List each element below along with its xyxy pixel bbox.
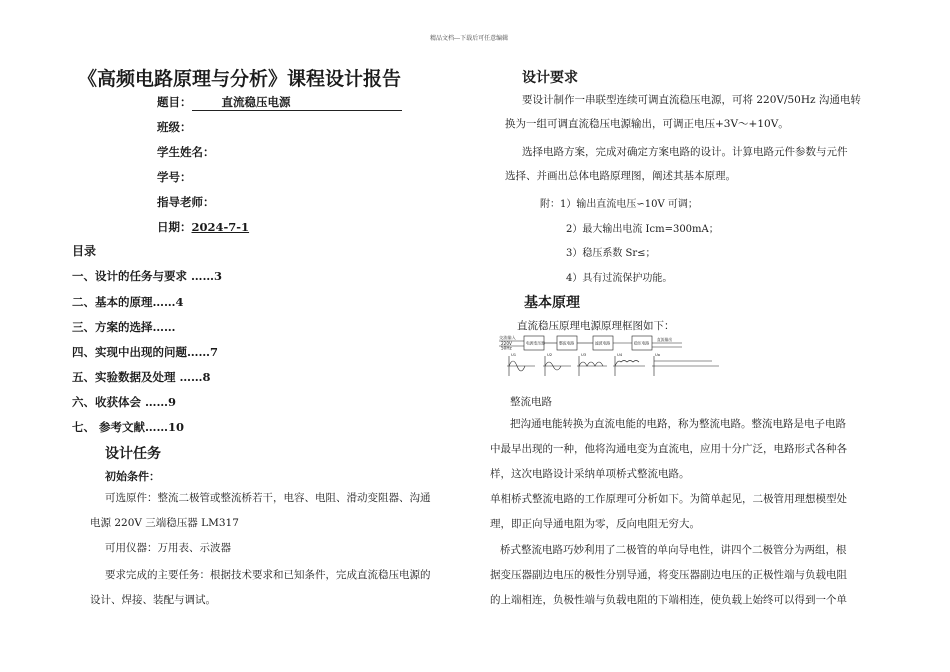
subject-field [157, 94, 402, 111]
signal-u3: U3 [581, 352, 587, 357]
header-note: 精品文档---下载后可任意编辑 [430, 35, 509, 42]
rectifier-paragraph: 理，即正向导通电阻为零，反向电阻无穷大。 [490, 518, 700, 530]
toc-item: 六、收获体会 ……9 [72, 395, 177, 409]
block-transformer: 电源变压器 [526, 340, 545, 346]
rectifier-paragraph: 据变压器副边电压的极性分别导通，将变压器副边电压的正极性端与负载电阻 [490, 569, 847, 581]
input-voltage: 220V [501, 341, 512, 346]
design-requirements-heading: 设计要求 [522, 70, 578, 86]
diagram-caption: 直流稳压原理电源原理框图如下： [517, 320, 675, 332]
rectifier-heading: 整流电路 [510, 396, 552, 408]
components-line: 电源 220V 三端稳压器 LM317 [90, 517, 239, 529]
instruments-line: 可用仪器：万用表、示波器 [105, 542, 231, 554]
block-filter: 滤波电路 [595, 340, 611, 346]
requirement-paragraph: 选择电路方案，完成对确定方案电路的设计。计算电路元件参数与元件 [522, 146, 848, 158]
toc-item: 一、设计的任务与要求 ……3 [72, 269, 223, 283]
signal-uo: Uo [655, 352, 661, 357]
requirement-paragraph: 要设计制作一串联型连续可调直流稳压电源，可将 220V/50Hz 沟通电转 [522, 94, 861, 106]
main-task-line: 设计、焊接、装配与调试。 [90, 594, 216, 606]
input-frequency: 50Hz [501, 345, 512, 351]
subject-value: 直流稳压电源 [192, 94, 402, 111]
rectifier-paragraph: 把沟通电能转换为直流电能的电路，称为整流电路。整流电路是电子电路 [510, 418, 846, 430]
main-task-line: 要求完成的主要任务：根据技术要求和已知条件，完成直流稳压电源的 [105, 569, 431, 581]
date-value: 2024-7-1 [191, 220, 250, 234]
advisor-label: 指导老师： [157, 195, 215, 209]
document-title: 《高频电路原理与分析》课程设计报告 [78, 68, 402, 90]
toc-item: 二、基本的原理……4 [72, 295, 184, 309]
student-name-label: 学生姓名： [157, 145, 215, 159]
toc-item: 四、实现中出现的问题……7 [72, 345, 219, 359]
power-supply-block-diagram [497, 334, 727, 378]
signal-u1: U1 [511, 352, 517, 357]
toc-item: 五、实验数据及处理 ……8 [72, 370, 211, 384]
requirement-item: 附：1）输出直流电压∽10V 可调； [540, 199, 698, 210]
requirement-paragraph: 选择、并画出总体电路原理图，阐述其基本原理。 [505, 170, 736, 182]
rectifier-paragraph: 的上端相连，负极性端与负载电阻的下端相连，使负载上始终可以得到一个单 [490, 594, 847, 606]
block-regulator: 稳压电路 [634, 340, 650, 346]
requirement-item: 4）具有过流保护功能。 [566, 273, 673, 284]
date-label: 日期： [157, 220, 192, 234]
components-line: 可选原件：整流二极管或整流桥若干，电容、电阻、滑动变阻器、沟通 [105, 492, 431, 504]
signal-u2: U2 [547, 352, 553, 357]
toc-heading: 目录 [72, 244, 97, 258]
toc-item: 七、 参考文献……10 [72, 420, 185, 434]
rectifier-paragraph: 样，这次电路设计采纳单项桥式整流电路。 [490, 468, 690, 480]
requirement-item: 2）最大输出电流 Icm=300mA； [566, 224, 719, 235]
date-field [157, 219, 249, 235]
student-id-label: 学号： [157, 170, 192, 184]
rectifier-paragraph: 单相桥式整流电路的工作原理可分析如下。为简单起见，二极管用理想模型处 [490, 493, 847, 505]
toc-item: 三、方案的选择…… [72, 320, 176, 334]
block-rectifier: 整流电路 [559, 340, 575, 346]
output-label: 直流输出 [657, 337, 673, 342]
design-task-heading: 设计任务 [105, 446, 161, 462]
requirement-item: 3）稳压系数 Sr≤； [566, 248, 656, 259]
subject-label: 题目： [157, 95, 192, 109]
basic-principle-heading: 基本原理 [524, 295, 580, 311]
requirement-paragraph: 换为一组可调直流稳压电源输出，可调正电压+3V～+10V。 [505, 118, 789, 130]
rectifier-paragraph: 桥式整流电路巧妙利用了二极管的单向导电性，讲四个二极管分为两组，根 [500, 544, 847, 556]
input-label: 交流输入 [499, 335, 516, 340]
initial-conditions-label: 初始条件： [105, 470, 160, 483]
class-label: 班级： [157, 120, 192, 134]
signal-u4: U4 [617, 352, 623, 357]
rectifier-paragraph: 中最早出现的一种，他将沟通电变为直流电，应用十分广泛，电路形式各种各 [490, 443, 847, 455]
